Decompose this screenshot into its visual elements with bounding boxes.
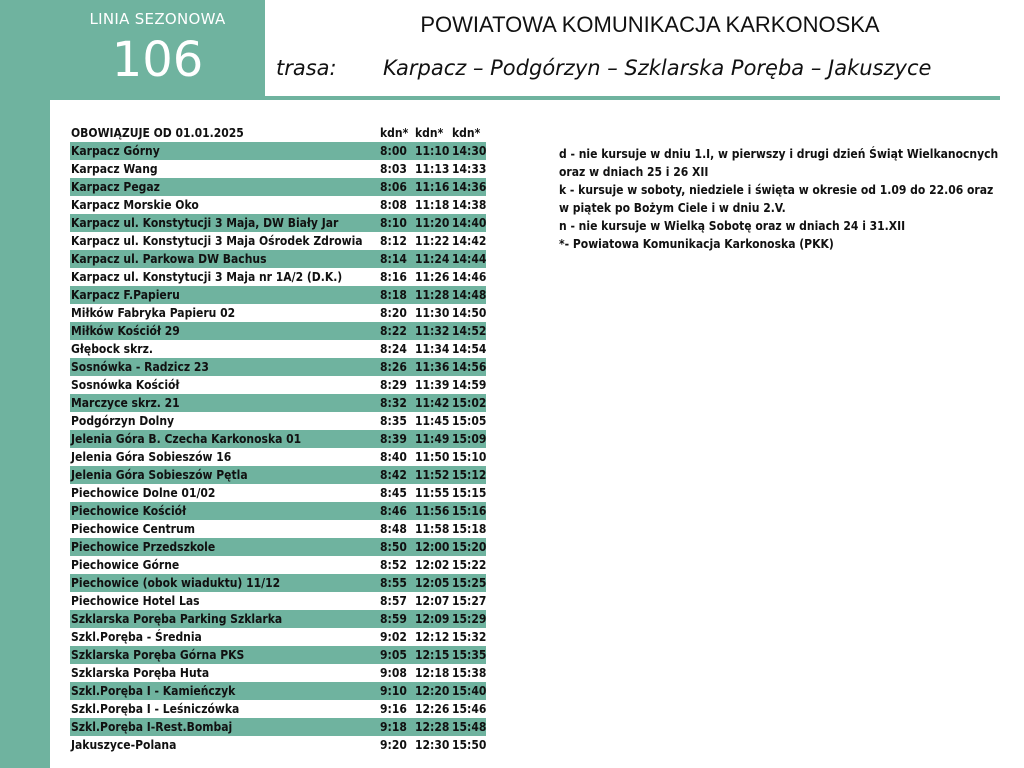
departure-time: 11:58 bbox=[415, 522, 450, 536]
table-row bbox=[70, 646, 486, 664]
departure-time: 11:56 bbox=[415, 504, 450, 518]
departure-time: 15:12 bbox=[452, 468, 487, 482]
departure-time: 8:06 bbox=[380, 180, 407, 194]
table-row bbox=[70, 538, 486, 556]
departure-time: 8:10 bbox=[380, 216, 407, 230]
table-row bbox=[70, 664, 486, 682]
stop-name: Piechowice Dolne 01/02 bbox=[71, 486, 216, 500]
table-row bbox=[70, 574, 486, 592]
departure-time: 14:56 bbox=[452, 360, 487, 374]
departure-time: 11:10 bbox=[415, 144, 450, 158]
notes bbox=[559, 145, 999, 253]
departure-time: 8:52 bbox=[380, 558, 407, 572]
departure-time: 14:44 bbox=[452, 252, 487, 266]
departure-time: 8:39 bbox=[380, 432, 407, 446]
departure-time: 11:28 bbox=[415, 288, 450, 302]
table-row bbox=[70, 214, 486, 232]
departure-time: 14:50 bbox=[452, 306, 487, 320]
departure-time: 12:02 bbox=[415, 558, 450, 572]
table-row bbox=[70, 556, 486, 574]
departure-time: 15:22 bbox=[452, 558, 487, 572]
departure-time: 14:59 bbox=[452, 378, 487, 392]
departure-time: 14:30 bbox=[452, 144, 487, 158]
departure-time: 12:28 bbox=[415, 720, 450, 734]
stop-name: Szkl.Poręba I - Kamieńczyk bbox=[71, 684, 236, 698]
note-d: d - nie kursuje w dniu 1.I, w pierwszy i drugi dzień Świąt Wielkanocnych oraz w dniach 25 i 26 XII bbox=[559, 147, 999, 179]
departure-time: 8:00 bbox=[380, 144, 407, 158]
departure-time: 11:42 bbox=[415, 396, 450, 410]
column-header-3: kdn* bbox=[452, 126, 481, 140]
departure-time: 12:20 bbox=[415, 684, 450, 698]
departure-time: 11:36 bbox=[415, 360, 450, 374]
stop-name: Piechowice (obok wiaduktu) 11/12 bbox=[71, 576, 281, 590]
departure-time: 11:45 bbox=[415, 414, 450, 428]
departure-time: 11:13 bbox=[415, 162, 450, 176]
table-row bbox=[70, 160, 486, 178]
stop-name: Marczyce skrz. 21 bbox=[71, 396, 180, 410]
stop-name: Karpacz ul. Parkowa DW Bachus bbox=[71, 252, 267, 266]
table-row bbox=[70, 340, 486, 358]
timetable-header bbox=[70, 124, 486, 142]
column-header-1: kdn* bbox=[380, 126, 409, 140]
stop-name: Głębock skrz. bbox=[71, 342, 153, 356]
stop-name: Piechowice Górne bbox=[71, 558, 180, 572]
departure-time: 15:15 bbox=[452, 486, 487, 500]
stop-name: Jakuszyce-Polana bbox=[71, 738, 177, 752]
note-pkk: *- Powiatowa Komunikacja Karkonoska (PKK) bbox=[559, 237, 834, 251]
departure-time: 9:05 bbox=[380, 648, 407, 662]
table-row bbox=[70, 322, 486, 340]
departure-time: 8:26 bbox=[380, 360, 407, 374]
table-row bbox=[70, 448, 486, 466]
departure-time: 12:12 bbox=[415, 630, 450, 644]
departure-time: 14:42 bbox=[452, 234, 487, 248]
column-header-2: kdn* bbox=[415, 126, 444, 140]
valid-from-label: OBOWIĄZUJE OD 01.01.2025 bbox=[71, 126, 244, 140]
departure-time: 12:18 bbox=[415, 666, 450, 680]
departure-time: 15:10 bbox=[452, 450, 487, 464]
stop-name: Sosnówka - Radzicz 23 bbox=[71, 360, 209, 374]
departure-time: 14:54 bbox=[452, 342, 487, 356]
departure-time: 15:05 bbox=[452, 414, 487, 428]
departure-time: 8:08 bbox=[380, 198, 407, 212]
departure-time: 14:52 bbox=[452, 324, 487, 338]
departure-time: 15:02 bbox=[452, 396, 487, 410]
table-row bbox=[70, 142, 486, 160]
stop-name: Szklarska Poręba Parking Szklarka bbox=[71, 612, 283, 626]
table-row bbox=[70, 466, 486, 484]
note-n: n - nie kursuje w Wielką Sobotę oraz w dniach 24 i 31.XII bbox=[559, 219, 906, 233]
departure-time: 15:09 bbox=[452, 432, 487, 446]
departure-time: 8:50 bbox=[380, 540, 407, 554]
table-row bbox=[70, 628, 486, 646]
departure-time: 8:42 bbox=[380, 468, 407, 482]
departure-time: 14:46 bbox=[452, 270, 487, 284]
departure-time: 8:29 bbox=[380, 378, 407, 392]
departure-time: 14:33 bbox=[452, 162, 487, 176]
departure-time: 9:18 bbox=[380, 720, 407, 734]
table-row bbox=[70, 412, 486, 430]
note-k: k - kursuje w soboty, niedziele i święta w okresie od 1.09 do 22.06 oraz w piątek po Bożym Ciele i w dniu 2.V. bbox=[559, 183, 994, 215]
header-divider bbox=[265, 96, 1000, 100]
table-row bbox=[70, 682, 486, 700]
departure-time: 15:27 bbox=[452, 594, 487, 608]
departure-time: 14:38 bbox=[452, 198, 487, 212]
departure-time: 8:40 bbox=[380, 450, 407, 464]
stop-name: Karpacz Pegaz bbox=[71, 180, 160, 194]
departure-time: 11:34 bbox=[415, 342, 450, 356]
departure-time: 8:45 bbox=[380, 486, 407, 500]
table-row bbox=[70, 592, 486, 610]
departure-time: 12:07 bbox=[415, 594, 450, 608]
departure-time: 8:22 bbox=[380, 324, 407, 338]
table-row bbox=[70, 358, 486, 376]
departure-time: 12:05 bbox=[415, 576, 450, 590]
departure-time: 15:48 bbox=[452, 720, 487, 734]
departure-time: 11:32 bbox=[415, 324, 450, 338]
stop-name: Szkl.Poręba I-Rest.Bombaj bbox=[71, 720, 233, 734]
departure-time: 9:16 bbox=[380, 702, 407, 716]
departure-time: 12:09 bbox=[415, 612, 450, 626]
departure-time: 8:16 bbox=[380, 270, 407, 284]
departure-time: 12:15 bbox=[415, 648, 450, 662]
departure-time: 8:48 bbox=[380, 522, 407, 536]
table-row bbox=[70, 700, 486, 718]
stop-name: Sosnówka Kościół bbox=[71, 378, 180, 392]
departure-time: 8:14 bbox=[380, 252, 407, 266]
timetable bbox=[70, 124, 486, 754]
departure-time: 14:40 bbox=[452, 216, 487, 230]
operator-title: POWIATOWA KOMUNIKACJA KARKONOSKA bbox=[420, 12, 880, 37]
table-row bbox=[70, 520, 486, 538]
table-row bbox=[70, 376, 486, 394]
stop-name: Szkl.Poręba I - Leśniczówka bbox=[71, 702, 240, 716]
departure-time: 15:20 bbox=[452, 540, 487, 554]
departure-time: 8:32 bbox=[380, 396, 407, 410]
route-text: Karpacz – Podgórzyn – Szklarska Poręba – Jakuszyce bbox=[383, 56, 932, 80]
departure-time: 8:59 bbox=[380, 612, 407, 626]
departure-time: 12:30 bbox=[415, 738, 450, 752]
departure-time: 11:22 bbox=[415, 234, 450, 248]
departure-time: 14:48 bbox=[452, 288, 487, 302]
table-row bbox=[70, 196, 486, 214]
stop-name: Szklarska Poręba Górna PKS bbox=[71, 648, 245, 662]
departure-time: 11:55 bbox=[415, 486, 450, 500]
stop-name: Miłków Kościół 29 bbox=[71, 324, 180, 338]
table-row bbox=[70, 394, 486, 412]
departure-time: 15:40 bbox=[452, 684, 487, 698]
table-row bbox=[70, 502, 486, 520]
departure-time: 12:26 bbox=[415, 702, 450, 716]
departure-time: 11:16 bbox=[415, 180, 450, 194]
table-row bbox=[70, 610, 486, 628]
departure-time: 14:36 bbox=[452, 180, 487, 194]
departure-time: 8:18 bbox=[380, 288, 407, 302]
departure-time: 9:20 bbox=[380, 738, 407, 752]
departure-time: 11:30 bbox=[415, 306, 450, 320]
departure-time: 11:26 bbox=[415, 270, 450, 284]
stop-name: Jelenia Góra Sobieszów Pętla bbox=[71, 468, 248, 482]
table-row bbox=[70, 250, 486, 268]
line-number: 106 bbox=[111, 32, 204, 88]
stop-name: Karpacz Morskie Oko bbox=[71, 198, 199, 212]
table-row bbox=[70, 268, 486, 286]
line-number-box bbox=[50, 0, 265, 100]
departure-time: 15:35 bbox=[452, 648, 487, 662]
departure-time: 15:18 bbox=[452, 522, 487, 536]
stop-name: Szkl.Poręba - Średnia bbox=[71, 630, 202, 644]
departure-time: 8:24 bbox=[380, 342, 407, 356]
departure-time: 8:55 bbox=[380, 576, 407, 590]
departure-time: 8:03 bbox=[380, 162, 407, 176]
table-row bbox=[70, 430, 486, 448]
table-row bbox=[70, 232, 486, 250]
departure-time: 11:52 bbox=[415, 468, 450, 482]
stop-name: Karpacz F.Papieru bbox=[71, 288, 180, 302]
stop-name: Karpacz ul. Konstytucji 3 Maja nr 1A/2 (D.K.) bbox=[71, 270, 343, 284]
route-label: trasa: bbox=[276, 56, 337, 80]
stop-name: Jelenia Góra B. Czecha Karkonoska 01 bbox=[71, 432, 302, 446]
line-type-label: LINIA SEZONOWA bbox=[89, 10, 226, 28]
stop-name: Karpacz Górny bbox=[71, 144, 160, 158]
departure-time: 8:20 bbox=[380, 306, 407, 320]
departure-time: 15:29 bbox=[452, 612, 487, 626]
departure-time: 11:18 bbox=[415, 198, 450, 212]
departure-time: 11:49 bbox=[415, 432, 450, 446]
departure-time: 8:57 bbox=[380, 594, 407, 608]
stop-name: Jelenia Góra Sobieszów 16 bbox=[71, 450, 232, 464]
departure-time: 15:50 bbox=[452, 738, 487, 752]
departure-time: 11:20 bbox=[415, 216, 450, 230]
departure-time: 11:24 bbox=[415, 252, 450, 266]
table-row bbox=[70, 304, 486, 322]
stop-name: Podgórzyn Dolny bbox=[71, 414, 175, 428]
table-row bbox=[70, 718, 486, 736]
left-accent-band bbox=[0, 0, 50, 768]
stop-name: Miłków Fabryka Papieru 02 bbox=[71, 306, 236, 320]
stop-name: Karpacz ul. Konstytucji 3 Maja, DW Biały Jar bbox=[71, 216, 339, 230]
departure-time: 15:46 bbox=[452, 702, 487, 716]
stop-name: Piechowice Hotel Las bbox=[71, 594, 200, 608]
timetable-body bbox=[70, 142, 486, 754]
stop-name: Karpacz Wang bbox=[71, 162, 158, 176]
stop-name: Karpacz ul. Konstytucji 3 Maja Ośrodek Zdrowia bbox=[71, 234, 363, 248]
table-row bbox=[70, 178, 486, 196]
departure-time: 8:12 bbox=[380, 234, 407, 248]
stop-name: Szklarska Poręba Huta bbox=[71, 666, 210, 680]
departure-time: 8:46 bbox=[380, 504, 407, 518]
departure-time: 15:16 bbox=[452, 504, 487, 518]
table-row bbox=[70, 484, 486, 502]
departure-time: 8:35 bbox=[380, 414, 407, 428]
stop-name: Piechowice Centrum bbox=[71, 522, 195, 536]
stop-name: Piechowice Kościół bbox=[71, 504, 187, 518]
departure-time: 15:32 bbox=[452, 630, 487, 644]
departure-time: 9:02 bbox=[380, 630, 407, 644]
departure-time: 12:00 bbox=[415, 540, 450, 554]
departure-time: 11:50 bbox=[415, 450, 450, 464]
departure-time: 15:38 bbox=[452, 666, 487, 680]
stop-name: Piechowice Przedszkole bbox=[71, 540, 216, 554]
departure-time: 11:39 bbox=[415, 378, 450, 392]
departure-time: 9:10 bbox=[380, 684, 407, 698]
departure-time: 15:25 bbox=[452, 576, 487, 590]
table-row bbox=[70, 736, 486, 754]
table-row bbox=[70, 286, 486, 304]
departure-time: 9:08 bbox=[380, 666, 407, 680]
